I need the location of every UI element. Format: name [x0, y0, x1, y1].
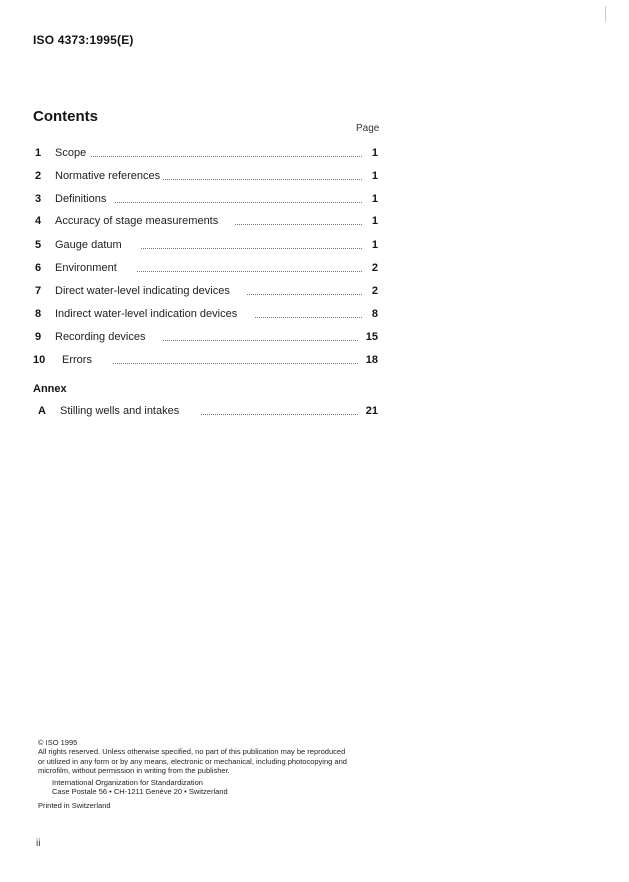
toc-entry-title: Environment: [55, 262, 117, 274]
toc-entry[interactable]: [35, 193, 378, 209]
organization-name: International Organization for Standardization: [52, 778, 203, 788]
corner-mark: [605, 6, 606, 22]
toc-leader-dots: [163, 339, 358, 341]
toc-entry[interactable]: [35, 147, 378, 163]
toc-leader-dots: [141, 247, 362, 249]
toc-entry-number: 1: [35, 147, 42, 159]
toc-entry[interactable]: [35, 215, 378, 231]
toc-entry-page: 1: [371, 170, 378, 182]
toc-entry[interactable]: [35, 170, 378, 186]
rights-statement-line: microfilm, without permission in writing from the publisher.: [38, 765, 230, 775]
toc-leader-dots: [247, 293, 362, 295]
toc-entry-page: 8: [371, 308, 378, 320]
toc-entry-title: Errors: [62, 354, 92, 366]
rights-statement-line: All rights reserved. Unless otherwise specified, no part of this publication may be reproduced: [38, 747, 346, 757]
printed-in: Printed in Switzerland: [38, 800, 111, 810]
copyright-notice: © ISO 1995: [38, 738, 78, 747]
toc-entry-number: 4: [35, 215, 42, 227]
toc-leader-dots: [137, 270, 362, 272]
toc-entry-title: Definitions: [55, 193, 107, 205]
toc-entry-title: Normative references: [55, 170, 161, 182]
toc-leader-dots: [91, 155, 362, 157]
toc-entry-title: Recording devices: [55, 331, 146, 343]
annex-entry-letter: A: [38, 405, 46, 417]
toc-leader-dots: [255, 316, 362, 318]
toc-entry-page: 1: [371, 239, 378, 251]
toc-entry-number: 3: [35, 193, 42, 205]
contents-title: Contents: [33, 108, 98, 125]
toc-entry-page: 15: [365, 331, 378, 343]
toc-entry-title: Direct water-level indicating devices: [55, 285, 230, 297]
annex-entry-page: 21: [365, 405, 378, 417]
standard-code: ISO 4373:1995(E): [33, 33, 134, 47]
toc-entry-title: Indirect water-level indication devices: [55, 308, 238, 320]
toc-entry-page: 2: [371, 285, 378, 297]
annex-entry[interactable]: [35, 405, 378, 421]
toc-entry-title: Scope: [55, 147, 87, 159]
toc-entry-title: Accuracy of stage measurements: [55, 215, 219, 227]
page-number: ii: [36, 838, 41, 849]
toc-leader-dots: [115, 201, 362, 203]
toc-entry[interactable]: [35, 354, 378, 370]
annex-entry-title: Stilling wells and intakes: [60, 405, 180, 417]
page-column-label: Page: [356, 123, 380, 134]
toc-entry[interactable]: [35, 285, 378, 301]
toc-entry-number: 6: [35, 262, 42, 274]
toc-leader-dots: [201, 413, 358, 415]
toc-entry-number: 8: [35, 308, 42, 320]
annex-heading: Annex: [33, 383, 67, 395]
copyright-block: [38, 738, 398, 810]
toc-entry-number: 5: [35, 239, 42, 251]
toc-entry-page: 1: [371, 147, 378, 159]
toc-entry-number: 2: [35, 170, 42, 182]
toc-entry[interactable]: [35, 262, 378, 278]
toc-entry-page: 2: [371, 262, 378, 274]
toc-entry-page: 1: [371, 193, 378, 205]
rights-statement-line: or utilized in any form or by any means, electronic or mechanical, including photocopying and: [38, 756, 347, 766]
toc-entry[interactable]: [35, 308, 378, 324]
toc-entry[interactable]: [35, 331, 378, 347]
toc-entry-number: 10: [33, 354, 46, 366]
toc-entry-title: Gauge datum: [55, 239, 122, 251]
toc-leader-dots: [163, 178, 362, 180]
organization-address: Case Postale 56 • CH-1211 Genève 20 • Switzerland: [52, 787, 228, 797]
toc-leader-dots: [235, 223, 362, 225]
toc-entry-number: 7: [35, 285, 42, 297]
toc-entry[interactable]: [35, 239, 378, 255]
toc-entry-number: 9: [35, 331, 42, 343]
toc-entry-page: 18: [365, 354, 378, 366]
toc-entry-page: 1: [371, 215, 378, 227]
toc-leader-dots: [113, 362, 358, 364]
